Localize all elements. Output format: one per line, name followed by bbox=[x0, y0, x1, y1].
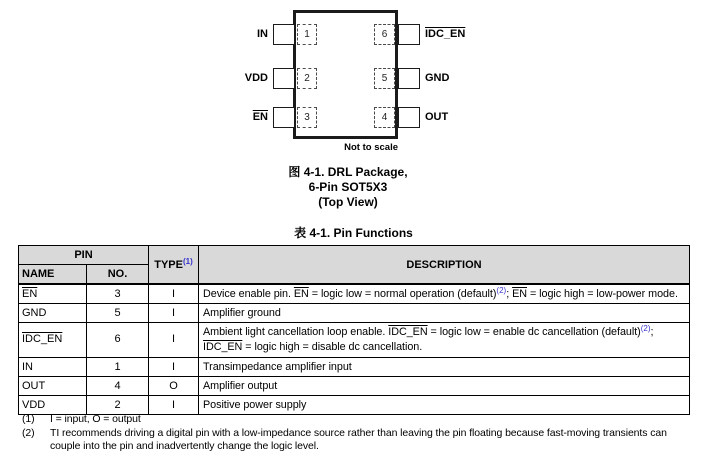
figure-caption-line-3: (Top View) bbox=[318, 195, 378, 209]
package-diagram bbox=[0, 0, 722, 160]
cell-desc-en bbox=[199, 284, 690, 304]
text-segment: = logic low = enable dc cancellation (default) bbox=[427, 325, 641, 338]
table-row-en bbox=[19, 284, 690, 304]
text-segment: Transimpedance amplifier input bbox=[203, 360, 352, 373]
footnote-1 bbox=[22, 413, 712, 427]
cell-desc-in bbox=[199, 358, 690, 377]
footnote-1-text: I = input, O = output bbox=[50, 413, 141, 425]
text-segment: GND bbox=[425, 72, 450, 84]
footnote-ref-link[interactable]: (2) bbox=[496, 286, 507, 295]
pin-6-number: 6 bbox=[381, 29, 388, 40]
pin-label-in bbox=[257, 27, 268, 41]
text-segment: OUT bbox=[425, 111, 449, 123]
header-description: DESCRIPTION bbox=[199, 246, 690, 285]
pin-label-vdd bbox=[245, 71, 268, 85]
text-segment: GND bbox=[22, 306, 47, 319]
text-segment: IN bbox=[257, 28, 268, 40]
pin-3-lead bbox=[273, 107, 295, 128]
cell-name-vdd bbox=[19, 396, 87, 415]
text-segment: VDD bbox=[244, 72, 268, 84]
text-segment: Amplifier output bbox=[203, 379, 278, 392]
footnote-ref-link[interactable]: (2) bbox=[640, 324, 651, 333]
text-segment: = logic high = low-power mode. bbox=[527, 287, 678, 300]
pin-4-lead bbox=[398, 107, 420, 128]
footnote-2-text: TI recommends driving a digital pin with a low-impedance source rather than leaving the pin floating because fast-moving transients can couple into the pin and inadvertently change the logic level. bbox=[50, 426, 667, 452]
pin-2-number: 2 bbox=[304, 73, 310, 84]
cell-type-en: I bbox=[149, 284, 199, 304]
cell-no-in: 1 bbox=[87, 358, 149, 377]
pin-3-number: 3 bbox=[304, 112, 310, 123]
header-type: TYPE$^{(1)}$ bbox=[149, 246, 199, 285]
overlined-signal-name: IDC_EN bbox=[425, 28, 466, 40]
pin-label-gnd bbox=[425, 71, 449, 85]
text-segment: IN bbox=[22, 360, 33, 373]
text-segment: = logic high = disable dc cancellation. bbox=[242, 341, 423, 353]
text-segment: Amplifier ground bbox=[203, 306, 281, 319]
pin-label-out bbox=[425, 110, 448, 124]
pin-functions-table bbox=[18, 245, 690, 415]
cell-name-en bbox=[19, 284, 87, 304]
pin-2-lead bbox=[273, 68, 295, 89]
cell-desc-idc-en bbox=[199, 323, 690, 358]
footnote-2-number: (2) bbox=[22, 426, 35, 439]
overlined-signal-name: IDC_EN bbox=[388, 325, 428, 338]
cell-no-gnd: 5 bbox=[87, 304, 149, 323]
cell-name-in bbox=[19, 358, 87, 377]
table-row-vdd bbox=[19, 396, 690, 415]
overlined-signal-name: $\overline{EN}$ bbox=[512, 287, 527, 300]
footnote-2 bbox=[22, 427, 712, 454]
text-segment: Positive power supply bbox=[203, 398, 307, 411]
cell-name-gnd bbox=[19, 304, 87, 323]
pin-label-idc-en bbox=[425, 27, 465, 41]
text-segment: VDD bbox=[22, 398, 46, 411]
pin-4-number-box bbox=[374, 107, 395, 128]
footnotes bbox=[22, 413, 712, 454]
header-name: NAME bbox=[19, 265, 87, 285]
cell-no-idc-en: 6 bbox=[87, 323, 149, 358]
table-row-out bbox=[19, 377, 690, 396]
pin-2-number-box bbox=[297, 68, 317, 89]
table-row-gnd bbox=[19, 304, 690, 323]
cell-type-gnd: I bbox=[149, 304, 199, 323]
text-segment: ; bbox=[506, 287, 513, 300]
cell-no-out: 4 bbox=[87, 377, 149, 396]
overlined-signal-name: $\overline{EN}$ bbox=[252, 111, 268, 123]
pin-3-number-box bbox=[297, 107, 317, 128]
overlined-signal-name: IDC_EN bbox=[22, 333, 63, 346]
figure-caption-line-1: 图 4-1. DRL Package, bbox=[288, 165, 408, 179]
not-to-scale-note: Not to scale bbox=[344, 142, 398, 153]
cell-name-idc-en bbox=[19, 323, 87, 358]
cell-desc-out bbox=[199, 377, 690, 396]
overlined-signal-name: $\overline{EN}$ bbox=[22, 287, 38, 300]
cell-type-idc-en: I bbox=[149, 323, 199, 358]
pin-5-number: 5 bbox=[381, 73, 388, 84]
header-row-1 bbox=[19, 246, 690, 265]
pin-1-number-box bbox=[297, 24, 317, 45]
pin-4-number: 4 bbox=[381, 112, 388, 123]
table-title: 表 4-1. Pin Functions bbox=[294, 226, 413, 240]
table-row-idc-en bbox=[19, 323, 690, 358]
pin-label-en bbox=[253, 110, 268, 124]
cell-type-out: O bbox=[149, 377, 199, 396]
table-row-in bbox=[19, 358, 690, 377]
pin-6-number-box bbox=[374, 24, 395, 45]
figure-caption-line-2: 6-Pin SOT5X3 bbox=[308, 180, 388, 194]
cell-name-out bbox=[19, 377, 87, 396]
header-no: NO. bbox=[87, 265, 149, 285]
footnote-ref-1-link[interactable]: (1) bbox=[182, 257, 193, 266]
cell-type-in: I bbox=[149, 358, 199, 377]
text-segment: ; bbox=[650, 325, 654, 338]
header-pin-group: PIN bbox=[19, 246, 149, 265]
text-segment: = logic low = normal operation (default) bbox=[308, 287, 497, 300]
text-segment: Device enable pin. bbox=[203, 287, 294, 300]
pin-5-number-box bbox=[374, 68, 395, 89]
cell-desc-vdd bbox=[199, 396, 690, 415]
text-segment: OUT bbox=[22, 379, 46, 392]
cell-no-en: 3 bbox=[87, 284, 149, 304]
pin-6-lead bbox=[398, 24, 420, 45]
pin-1-number: 1 bbox=[304, 29, 310, 40]
pin-5-lead bbox=[398, 68, 420, 89]
cell-desc-gnd bbox=[199, 304, 690, 323]
overlined-signal-name: IDC_EN bbox=[203, 341, 243, 353]
cell-type-vdd: I bbox=[149, 396, 199, 415]
cell-no-vdd: 2 bbox=[87, 396, 149, 415]
pin-1-lead bbox=[273, 24, 295, 45]
footnote-1-number: (1) bbox=[22, 413, 35, 425]
text-segment: Ambient light cancellation loop enable. bbox=[203, 325, 389, 338]
overlined-signal-name: $\overline{EN}$ bbox=[293, 287, 309, 300]
figure-caption bbox=[148, 165, 548, 210]
